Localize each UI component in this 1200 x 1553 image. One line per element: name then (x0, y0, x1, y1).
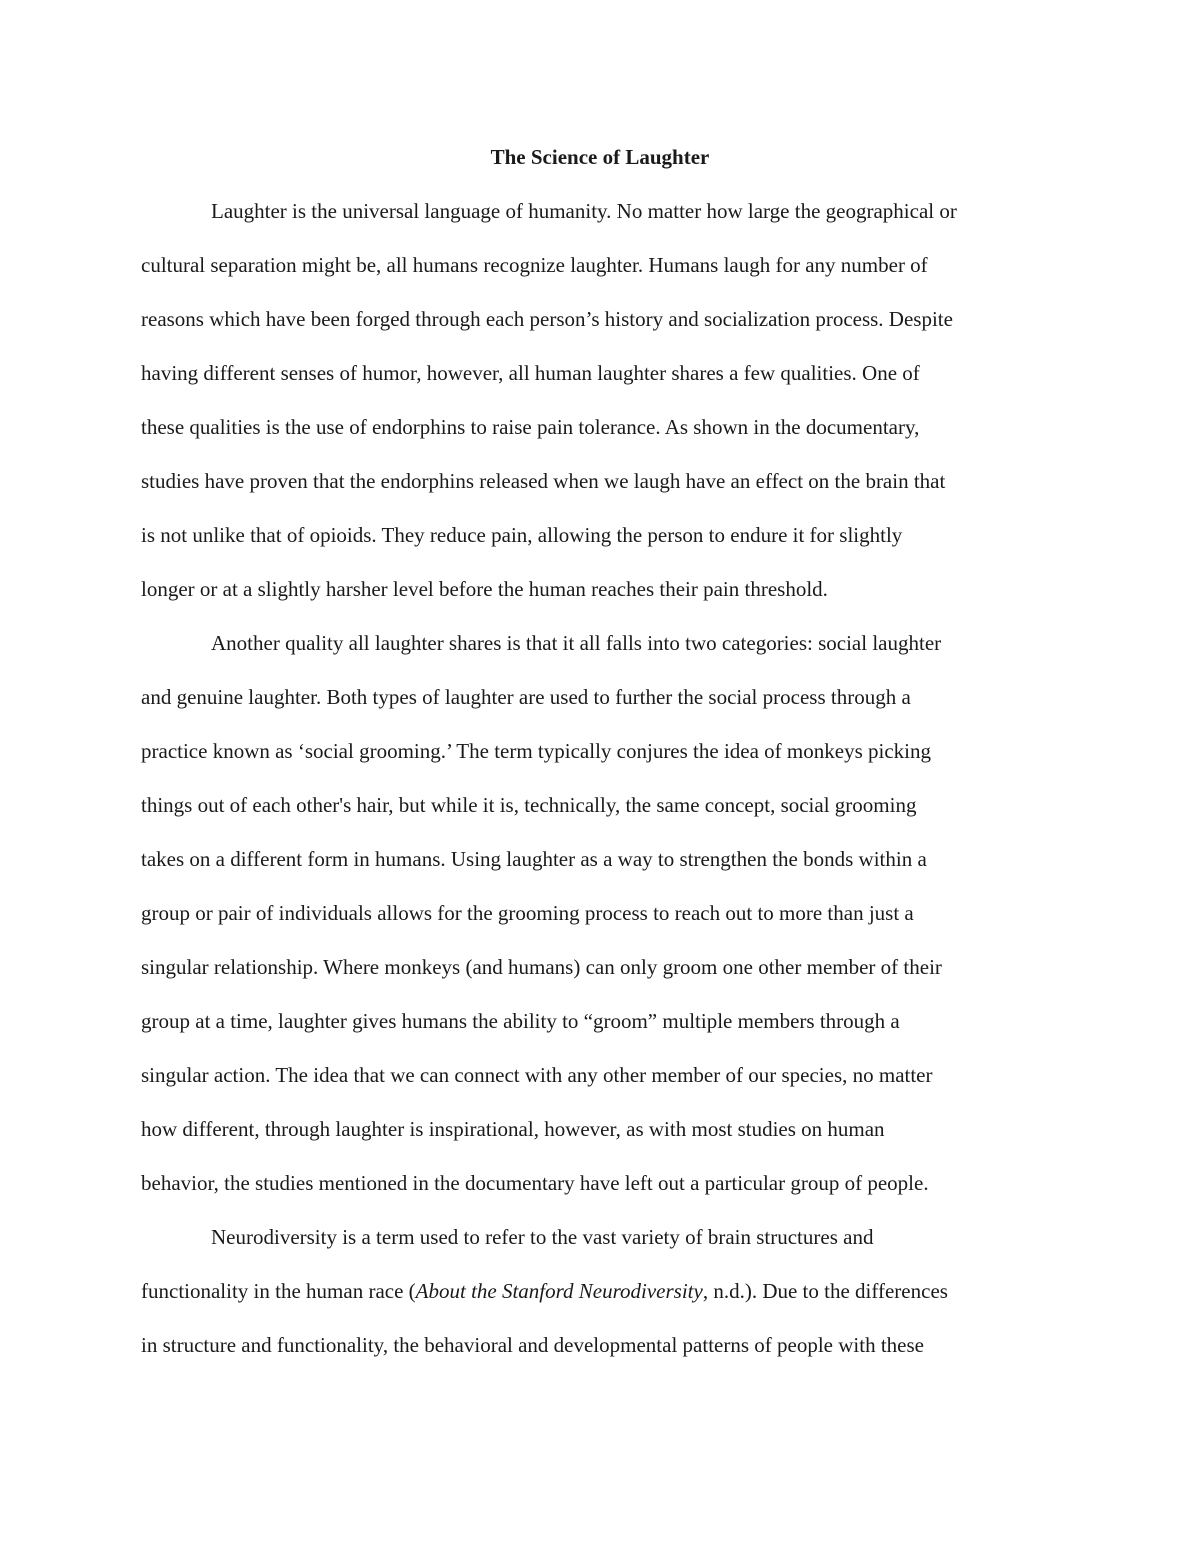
paragraph-line: longer or at a slightly harsher level before the human reaches their pain threshold. (141, 577, 828, 601)
text-segment: functionality in the human race ( (141, 1279, 416, 1303)
paragraph-line: Another quality all laughter shares is that it all falls into two categories: social laughter (211, 631, 942, 655)
paragraph-line: having different senses of humor, however, all human laughter shares a few qualities. One of (141, 361, 920, 385)
paragraph-line: things out of each other's hair, but while it is, technically, the same concept, social grooming (141, 793, 917, 817)
paragraph-line: how different, through laughter is inspirational, however, as with most studies on human (141, 1117, 885, 1141)
paragraph-line-with-citation (141, 1276, 948, 1306)
paragraph-line: behavior, the studies mentioned in the documentary have left out a particular group of people. (141, 1171, 929, 1195)
paragraph-line: takes on a different form in humans. Using laughter as a way to strengthen the bonds within a (141, 847, 927, 871)
text-segment: , n.d.). Due to the differences (702, 1279, 948, 1303)
document-title: The Science of Laughter (490, 145, 710, 169)
citation-title: About the Stanford Neurodiversity (415, 1279, 703, 1303)
paragraph-line: in structure and functionality, the behavioral and developmental patterns of people with these (141, 1333, 924, 1357)
paragraph-line: cultural separation might be, all humans recognize laughter. Humans laugh for any number of (141, 253, 928, 277)
paragraph-line: and genuine laughter. Both types of laughter are used to further the social process through a (141, 685, 911, 709)
paragraph-line: Laughter is the universal language of humanity. No matter how large the geographical or (211, 199, 957, 223)
paragraph-line: group at a time, laughter gives humans the ability to “groom” multiple members through a (141, 1009, 900, 1033)
paragraph-line: singular relationship. Where monkeys (and humans) can only groom one other member of their (141, 955, 942, 979)
paragraph-line: these qualities is the use of endorphins to raise pain tolerance. As shown in the documentary, (141, 415, 920, 439)
paragraph-line: Neurodiversity is a term used to refer to the vast variety of brain structures and (211, 1225, 874, 1249)
paragraph-line: studies have proven that the endorphins released when we laugh have an effect on the brain that (141, 469, 946, 493)
paragraph-line: group or pair of individuals allows for the grooming process to reach out to more than just a (141, 901, 914, 925)
paragraph-line: singular action. The idea that we can connect with any other member of our species, no matter (141, 1063, 933, 1087)
paragraph-line: practice known as ‘social grooming.’ The term typically conjures the idea of monkeys picking (141, 739, 931, 763)
paragraph-line: is not unlike that of opioids. They reduce pain, allowing the person to endure it for slightly (141, 523, 903, 547)
paragraph-line: reasons which have been forged through each person’s history and socialization process. Despite (141, 307, 953, 331)
